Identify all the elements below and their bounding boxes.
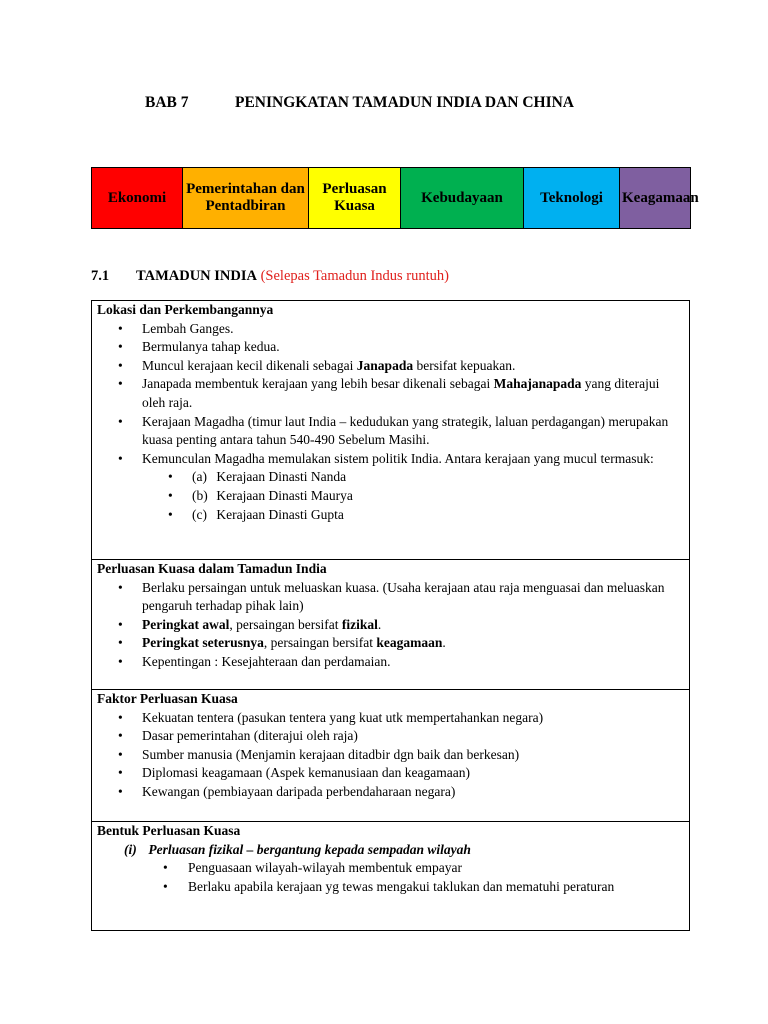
box-title: Bentuk Perluasan Kuasa [97,823,241,838]
section-number: 7.1 [91,268,110,284]
list-item [142,357,689,376]
chapter-number: BAB 7 [145,94,189,111]
text-span: . [377,616,382,632]
sub-label: (c) [192,506,207,522]
section-note: (Selepas Tamadun Indus runtuh) [260,268,449,284]
list-item [142,616,689,635]
text-span: Kemunculan Magadha memulakan sistem politik India. Antara kerajaan yang mucul termasuk: [142,450,654,466]
bullet-list [92,579,689,672]
text-span: bersifat kepuakan. [413,357,516,373]
list-item [142,450,689,524]
list-item [142,634,689,653]
box-title: Faktor Perluasan Kuasa [97,691,238,706]
list-item: • Berlaku persaingan untuk meluaskan kuasa. (Usaha kerajaan atau raja menguasai dan meluaskan pengaruh terhadap pihak lain) [142,579,689,616]
key-term: Janapada [356,357,414,373]
key-term: keagamaan [376,635,443,651]
theme-perluasan-kuasa: Perluasan Kuasa [309,168,401,229]
theme-pemerintahan: Pemerintahan dan Pentadbiran [183,168,309,229]
theme-legend-table [91,167,699,229]
sub-item [192,468,669,487]
bullet-list [92,709,689,802]
text-span: Kerajaan Dinasti Maurya [216,487,353,503]
theme-ekonomi: Ekonomi [92,168,183,229]
section-title: TAMADUN INDIA [136,268,257,284]
text-span: . [442,635,446,651]
bullet-list [92,320,689,525]
list-item: • Diplomasi keagamaan (Aspek kemanusiaan dan keagamaan) [142,764,689,783]
text-span: , persaingan bersifat [229,616,342,632]
sub-item [192,487,669,506]
list-item: • Kekuatan tentera (pasukan tentera yang kuat utk mempertahankan negara) [142,709,689,728]
box-lokasi [91,300,690,559]
list-item: • Dasar pemerintahan (diterajui oleh raja) [142,727,689,746]
text-span: Kerajaan Dinasti Gupta [216,506,344,522]
box-bentuk [91,821,690,931]
box-title: Lokasi dan Perkembangannya [97,302,274,317]
key-term: fizikal [341,616,378,632]
list-item: • Penguasaan wilayah-wilayah membentuk empayar [188,859,689,878]
sub-label: (a) [192,469,207,485]
theme-kebudayaan: Kebudayaan [401,168,524,229]
key-term: Peringkat awal [142,616,230,632]
box-perluasan [91,559,690,689]
list-item [142,375,689,412]
sub-number: (i) [124,841,137,857]
sub-title: Perluasan fizikal – bergantung kepada sempadan wilayah [148,841,471,857]
bullet-list [92,859,689,896]
list-item: • Kewangan (pembiayaan daripada perbendaharaan negara) [142,783,689,802]
sub-item [192,506,669,525]
text-span: Janapada membentuk kerajaan yang lebih besar dikenali sebagai [142,376,494,392]
chapter-title: PENINGKATAN TAMADUN INDIA DAN CHINA [235,94,575,111]
text-span: Kerajaan Dinasti Nanda [216,469,347,485]
box-title: Perluasan Kuasa dalam Tamadun India [97,561,327,576]
box-faktor [91,689,690,821]
sub-label: (b) [192,487,208,503]
key-term: Peringkat seterusnya [142,635,264,651]
list-item: • Lembah Ganges. [142,320,689,339]
list-item: • Kerajaan Magadha (timur laut India – kedudukan yang strategik, laluan perdagangan) merupakan kuasa penting antara tahun 540-490 Sebelum Masihi. [142,413,689,450]
text-span: , persaingan bersifat [263,635,377,651]
theme-keagamaan: Keagamaan [620,168,691,229]
theme-teknologi: Teknologi [524,168,620,229]
sub-heading [92,841,689,860]
list-item: • Kepentingan : Kesejahteraan dan perdamaian. [142,653,689,672]
sub-list [142,468,669,524]
text-span: yang diterajui oleh raja. [142,376,660,410]
list-item: • Sumber manusia (Menjamin kerajaan ditadbir dgn baik dan berkesan) [142,746,689,765]
list-item: • Bermulanya tahap kedua. [142,338,689,357]
text-span: Muncul kerajaan kecil dikenali sebagai [142,357,357,373]
list-item: • Berlaku apabila kerajaan yg tewas mengakui taklukan dan mematuhi peraturan [188,878,689,897]
key-term: Mahajanapada [493,376,582,392]
